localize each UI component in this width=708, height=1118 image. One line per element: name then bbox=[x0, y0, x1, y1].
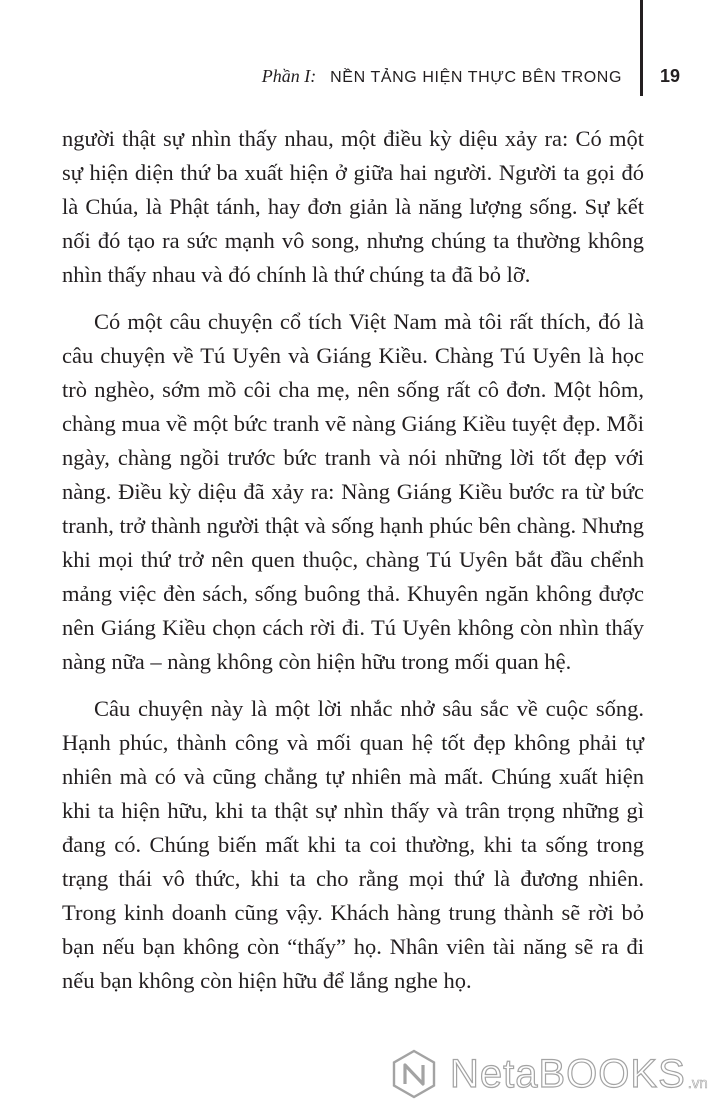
header-divider bbox=[640, 0, 643, 96]
watermark bbox=[388, 1048, 708, 1100]
page-header bbox=[0, 62, 700, 96]
page-number: 19 bbox=[660, 66, 681, 86]
body-text bbox=[62, 122, 644, 1011]
watermark-suffix: .vn bbox=[687, 1074, 708, 1092]
paragraph-fairy-tale: Có một câu chuyện cổ tích Việt Nam mà tôi rất thích, đó là câu chuyện về Tú Uyên và Giáng Kiều. Chàng Tú Uyên là học trò nghèo, sớm mồ côi cha mẹ, nên sống rất cô đơn. Một hôm, chàng mua về một bức tranh vẽ nàng Giáng Kiều tuyệt đẹp. Mỗi ngày, chàng ngồi trước bức tranh và nói những lời tốt đẹp với nàng. Điều kỳ diệu đã xảy ra: Nàng Giáng Kiều bước ra từ bức tranh, trở thành người thật và sống hạnh phúc bên chàng. Nhưng khi mọi thứ trở nên quen thuộc, chàng Tú Uyên bắt đầu chểnh mảng việc đèn sách, sống buông thả. Khuyên ngăn không được nên Giáng Kiều chọn cách rời đi. Tú Uyên không còn nhìn thấy nàng nữa – nàng không còn hiện hữu trong mối quan hệ. bbox=[62, 309, 644, 674]
netabooks-logo-icon bbox=[388, 1048, 440, 1100]
paragraph-continuation: người thật sự nhìn thấy nhau, một điều kỳ diệu xảy ra: Có một sự hiện diện thứ ba xuất hiện ở giữa hai người. Người ta gọi đó là Chúa, là Phật tánh, hay đơn giản là năng lượng sống. Sự kết nối đó tạo ra sức mạnh vô song, nhưng chúng ta thường không nhìn thấy nhau và đó chính là thứ chúng ta đã bỏ lỡ. bbox=[62, 126, 644, 287]
section-title: NỀN TẢNG HIỆN THỰC BÊN TRONG bbox=[330, 69, 622, 86]
paragraph-reflection: Câu chuyện này là một lời nhắc nhở sâu sắc về cuộc sống. Hạnh phúc, thành công và mối quan hệ tốt đẹp không phải tự nhiên mà có và cũng chẳng tự nhiên mà mất. Chúng xuất hiện khi ta hiện hữu, khi ta thật sự nhìn thấy và trân trọng những gì đang có. Chúng biến mất khi ta coi thường, khi ta sống trong trạng thái vô thức, khi ta cho rằng mọi thứ là đương nhiên. Trong kinh doanh cũng vậy. Khách hàng trung thành sẽ rời bỏ bạn nếu bạn không còn “thấy” họ. Nhân viên tài năng sẽ ra đi nếu bạn không còn hiện hữu để lắng nghe họ. bbox=[62, 696, 644, 993]
running-head bbox=[262, 66, 622, 87]
part-label: Phần I: bbox=[261, 66, 317, 86]
watermark-brand: NetaBOOKS bbox=[450, 1051, 686, 1096]
